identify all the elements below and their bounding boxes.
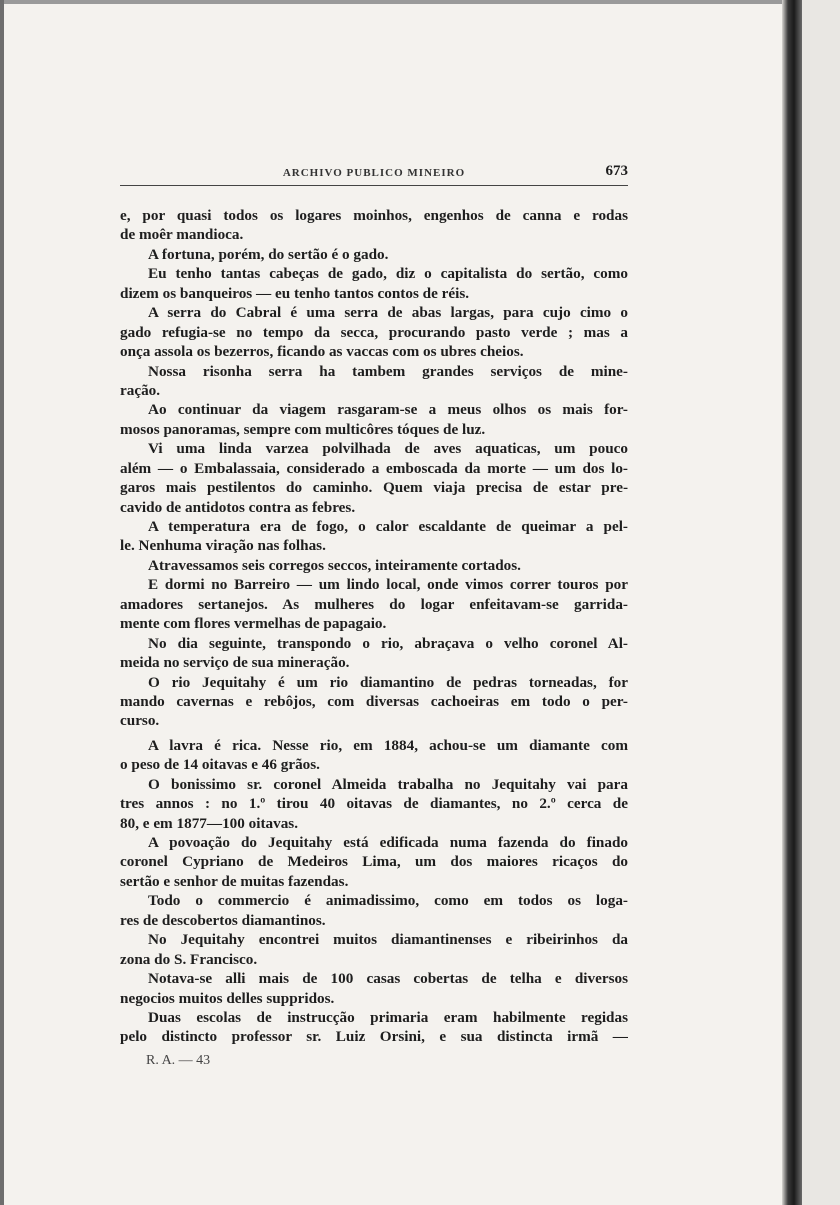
text-line: amadores sertanejos. As mulheres do logar enfeitavam-se garrida- <box>120 595 628 613</box>
text-line: mando cavernas e rebôjos, com diversas cachoeiras em todo o per- <box>120 692 628 710</box>
book-binding-shadow <box>782 0 802 1205</box>
text-line: le. Nenhuma viração nas folhas. <box>120 537 326 555</box>
text-line: onça assola os bezerros, ficando as vaccas com os ubres cheios. <box>120 343 524 361</box>
page-header <box>120 163 628 183</box>
page-number: 673 <box>605 163 628 179</box>
text-line: dizem os banqueiros — eu tenho tantos contos de réis. <box>120 284 470 302</box>
text-line: mente com flores vermelhas de papagaio. <box>120 615 387 633</box>
text-line: meida no serviço de sua mineração. <box>120 654 350 672</box>
text-line: A lavra é rica. Nesse rio, em 1884, achou-se um diamante com <box>148 736 628 754</box>
text-line: de moêr mandioca. <box>120 226 244 244</box>
text-line: cavido de antidotos contra as febres. <box>120 498 356 516</box>
text-line: curso. <box>120 712 160 730</box>
text-line: A temperatura era de fogo, o calor escaldante de queimar a pel- <box>148 518 628 535</box>
text-line: Duas escolas de instrucção primaria eram habilmente regidas <box>148 1008 628 1026</box>
signature-mark: R. A. — 43 <box>146 1053 211 1068</box>
text-line: Vi uma linda varzea polvilhada de aves aquaticas, um pouco <box>148 440 628 458</box>
text-line: Eu tenho tantas cabeças de gado, diz o capitalista do sertão, como <box>148 265 628 283</box>
scan-top-edge <box>0 0 840 4</box>
text-line: tres annos : no 1.º tirou 40 oitavas de diamantes, no 2.º cerca de <box>120 795 628 813</box>
header-rule <box>120 185 628 186</box>
text-line: E dormi no Barreiro — um lindo local, onde vimos correr touros por <box>148 576 628 594</box>
text-line: sertão e senhor de muitas fazendas. <box>120 872 349 890</box>
text-line: garos mais pestilentos do caminho. Quem viaja precisa de estar pre- <box>120 479 628 497</box>
text-line: O rio Jequitahy é um rio diamantino de pedras torneadas, for <box>148 673 628 691</box>
text-line: gado refugia-se no tempo da secca, procurando pasto verde ; mas a <box>120 323 628 341</box>
text-line: mosos panoramas, sempre com multicôres tóques de luz. <box>120 420 486 438</box>
text-line: negocios muitos delles suppridos. <box>120 989 335 1007</box>
text-line: Atravessamos seis corregos seccos, inteiramente cortados. <box>148 556 521 574</box>
text-line: res de descobertos diamantinos. <box>120 911 326 929</box>
text-line: coronel Cypriano de Medeiros Lima, um dos maiores ricaços do <box>120 853 628 871</box>
text-line: zona do S. Francisco. <box>120 950 258 968</box>
text-line: Todo o commercio é animadissimo, como em todos os loga- <box>148 892 628 910</box>
text-line: No Jequitahy encontrei muitos diamantinenses e ribeirinhos da <box>148 931 628 949</box>
text-line: Ao continuar da viagem rasgaram-se a meus olhos os mais for- <box>148 401 628 419</box>
scan-left-edge <box>0 0 4 1205</box>
text-line: e, por quasi todos os logares moinhos, engenhos de canna e rodas <box>120 207 628 224</box>
text-line: Nossa risonha serra ha tambem grandes serviços de mine- <box>148 362 628 380</box>
text-line: No dia seguinte, transpondo o rio, abraçava o velho coronel Al- <box>148 634 628 652</box>
text-line: 80, e em 1877—100 oitavas. <box>120 814 299 832</box>
text-line: pelo distincto professor sr. Luiz Orsini, e sua distincta irmã — <box>120 1028 628 1046</box>
facing-page-edge <box>802 0 840 1205</box>
text-line: A fortuna, porém, do sertão é o gado. <box>148 245 389 263</box>
text-line: O bonissimo sr. coronel Almeida trabalha no Jequitahy vai para <box>148 775 628 793</box>
text-line: o peso de 14 oitavas e 46 grãos. <box>120 756 320 774</box>
text-line: Notava-se alli mais de 100 casas cobertas de telha e diversos <box>148 970 628 988</box>
running-title: ARCHIVO PUBLICO MINEIRO <box>282 167 466 179</box>
text-line: A povoação do Jequitahy está edificada numa fazenda do finado <box>148 834 628 851</box>
text-line: ração. <box>120 381 161 399</box>
text-line: A serra do Cabral é uma serra de abas largas, para cujo cimo o <box>148 304 628 322</box>
body-text <box>120 206 628 1047</box>
text-line: além — o Embalassaia, considerado a emboscada da morte — um dos lo- <box>120 459 628 477</box>
